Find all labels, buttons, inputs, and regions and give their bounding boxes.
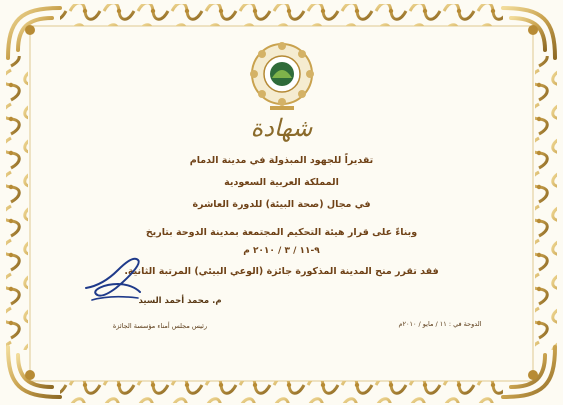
body-line-3: في مجال (صحة البيئة) للدورة العاشرة [192, 199, 371, 210]
certificate-title: شهادة [250, 114, 313, 142]
signatory-name: م. محمد أحمد السيد [138, 296, 222, 306]
signatory-title: رئيس مجلس أمناء مؤسسة الجائزة [112, 322, 208, 330]
body-line-5-date: ٩-١١ / ٣ / ٢٠١٠ م [243, 246, 320, 256]
body-line-6: فقد تقرر منح المدينة المذكورة جائزة (الوعي البيئي) المرتبة الثانية. [124, 266, 439, 277]
award-emblem-icon [248, 40, 316, 112]
body-line-4: وبناءً على قرار هيئة التحكيم المجتمعة بمدينة الدوحة بتاريخ [145, 227, 418, 238]
body-line-2: المملكة العربية السعودية [224, 177, 339, 188]
issue-date: الدوحة في : ١١ / مايو / ٢٠١٠م [398, 320, 482, 328]
body-line-1: تقديراً للجهود المبذولة في مدينة الدمام [189, 155, 374, 166]
